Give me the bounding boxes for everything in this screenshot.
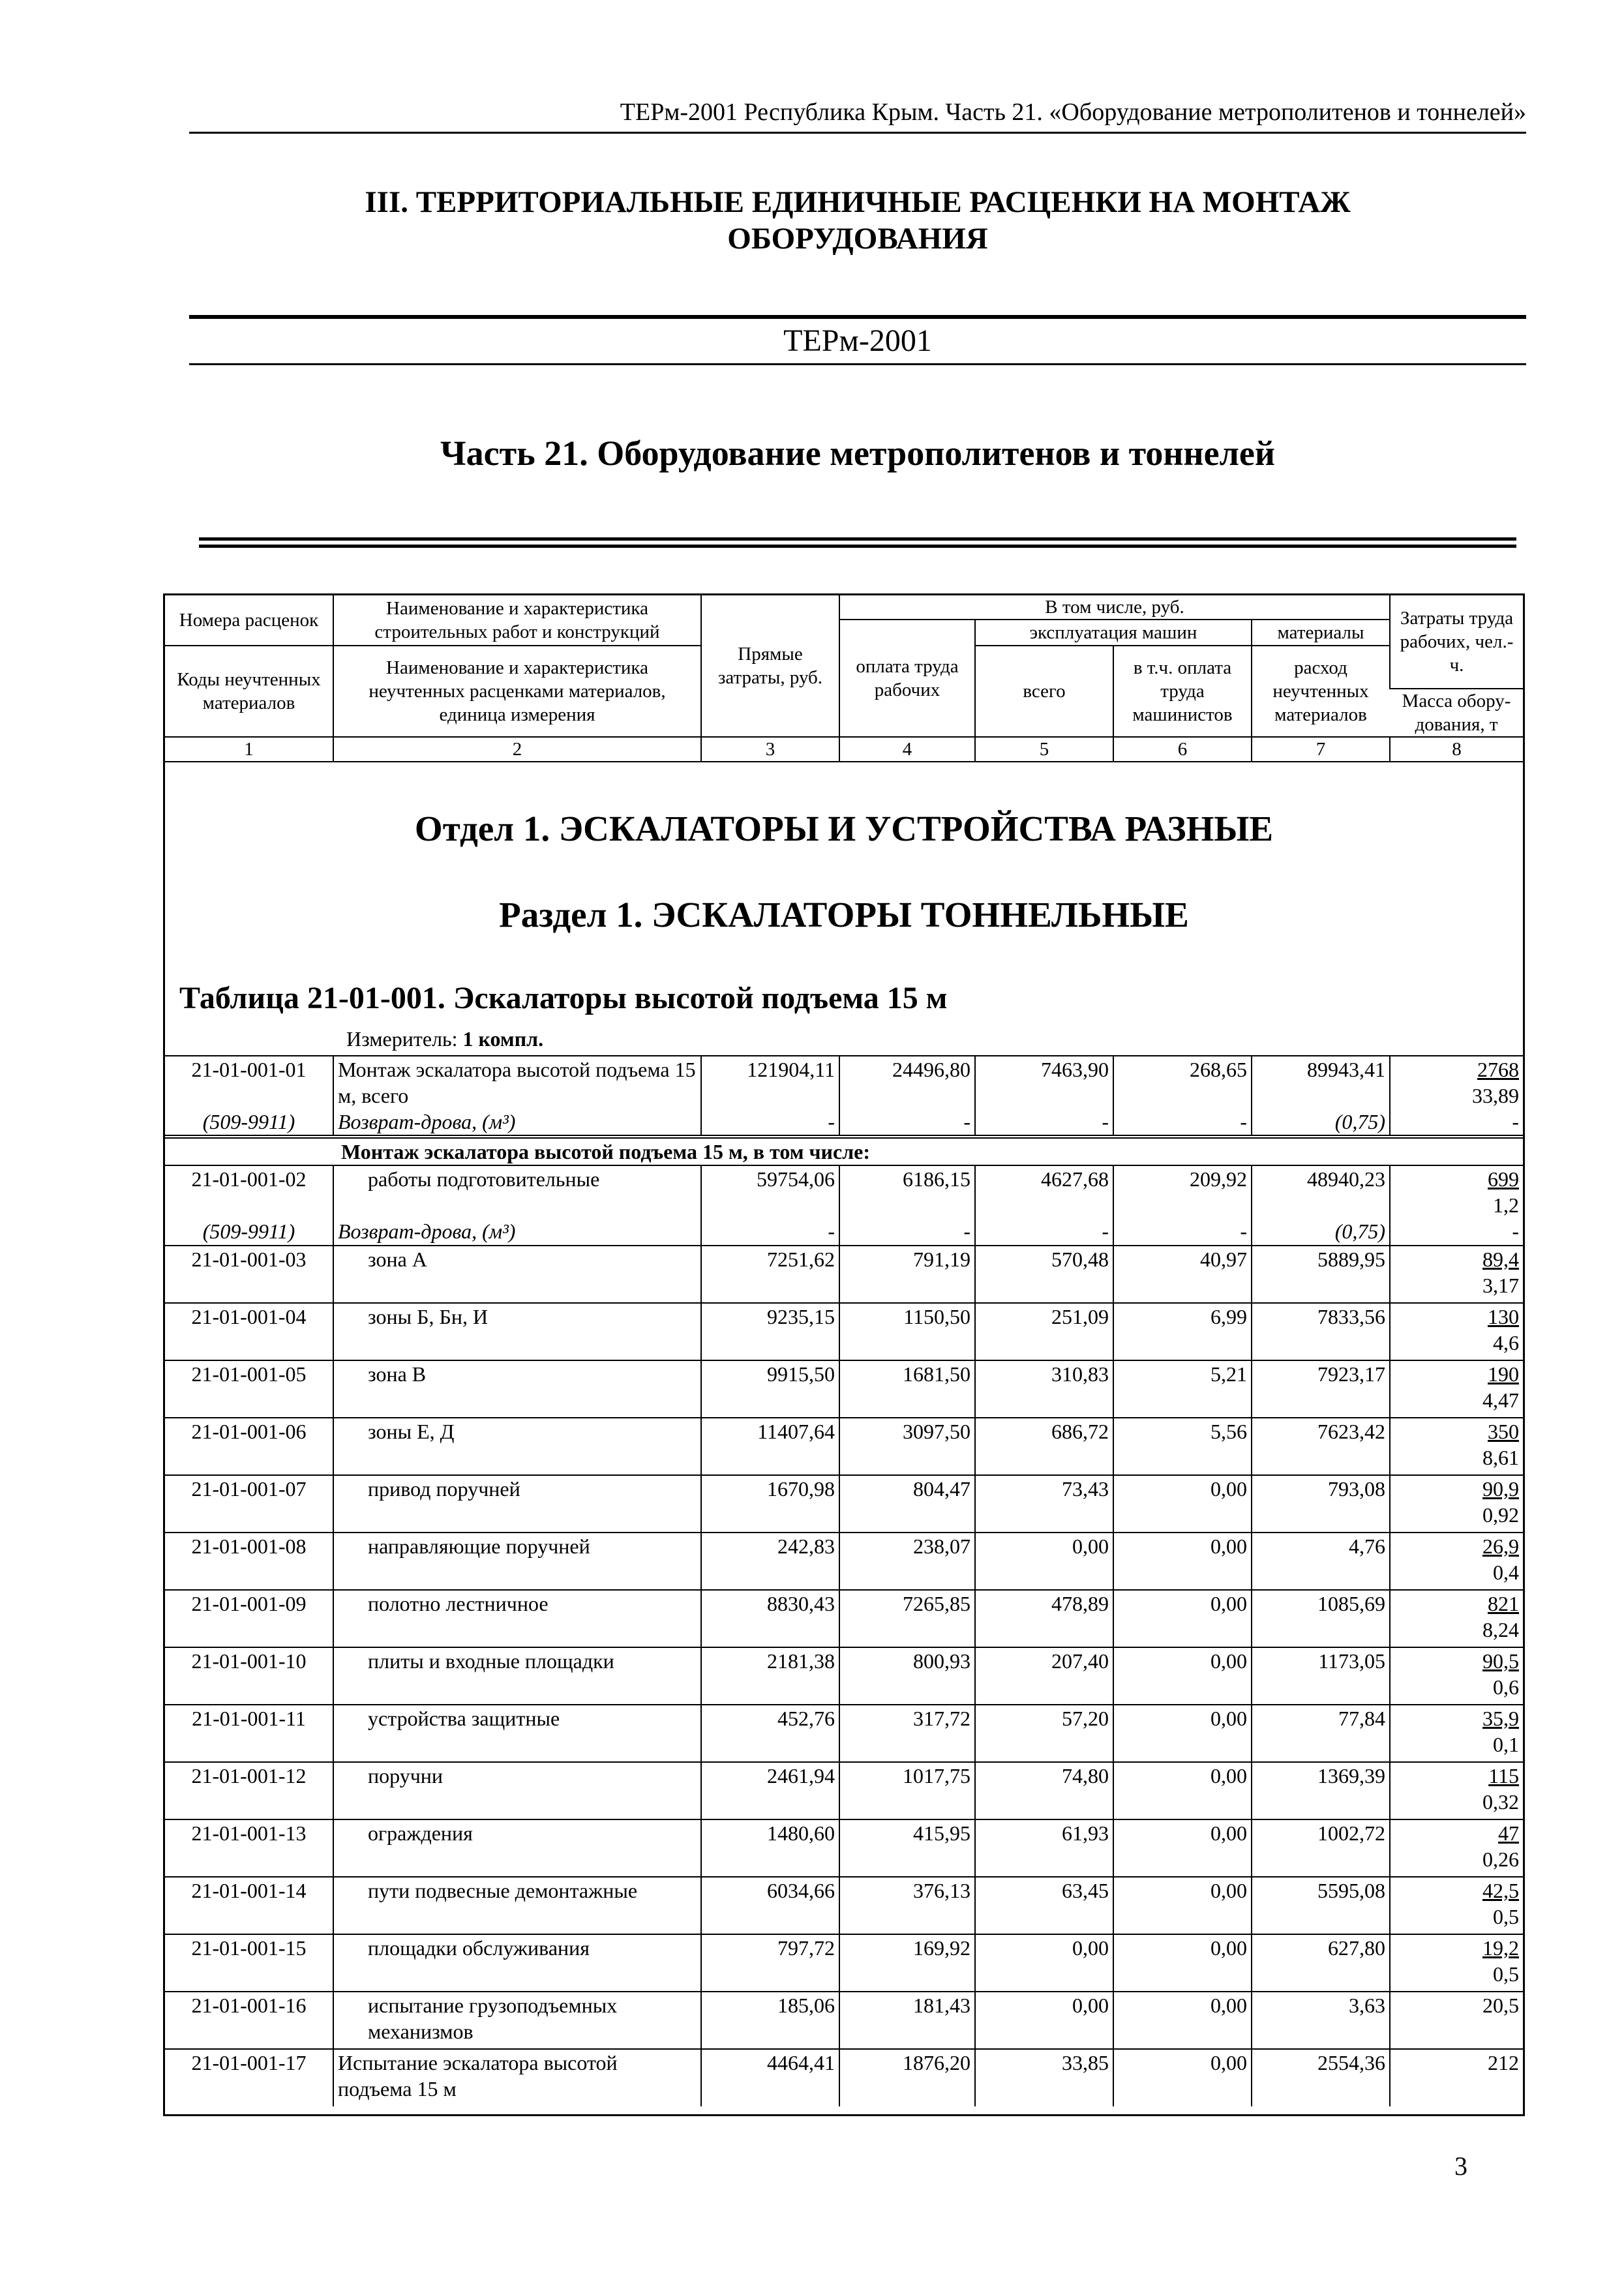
- row-direct: 1670,98: [701, 1475, 839, 1533]
- row-code: 21-01-001-13: [165, 1819, 333, 1877]
- header-num-5: 5: [975, 737, 1113, 762]
- row-name: Возврат-дрова, (м³): [333, 1218, 701, 1246]
- row-code: 21-01-001-12: [165, 1762, 333, 1819]
- row-machine-labor: 209,92: [1113, 1165, 1252, 1218]
- row-materials: 1085,69: [1252, 1590, 1390, 1647]
- row-code: 21-01-001-06: [165, 1418, 333, 1475]
- row-mass: 4,47: [1482, 1388, 1519, 1412]
- row-hours: 35,9: [1482, 1707, 1519, 1730]
- row-labor: 1017,75: [839, 1762, 975, 1819]
- section-title: [189, 184, 1526, 257]
- row-labor: -: [839, 1109, 975, 1137]
- row-machine-labor: 5,21: [1113, 1360, 1252, 1418]
- row-hours: -: [1390, 1109, 1523, 1137]
- row-hours-mass: [1390, 1762, 1523, 1819]
- row-hours: 20,5: [1390, 1992, 1523, 2049]
- row-labor: 24496,80: [839, 1056, 975, 1109]
- band-row: [165, 1137, 1523, 1165]
- meter-label: Измеритель:: [346, 1027, 458, 1051]
- header-num-2: 2: [333, 737, 701, 762]
- running-head: ТЕРм-2001 Республика Крым. Часть 21. «Оборудование метрополитенов и тоннелей»: [620, 98, 1526, 126]
- row-labor: 804,47: [839, 1475, 975, 1533]
- table-row: [165, 1590, 1523, 1647]
- table-row: [165, 1705, 1523, 1762]
- row-direct: 2181,38: [701, 1647, 839, 1705]
- row-materials: 1173,05: [1252, 1647, 1390, 1705]
- row-direct: 1480,60: [701, 1819, 839, 1877]
- table-row: [165, 1533, 1523, 1590]
- table-row: [165, 1418, 1523, 1475]
- table-row: [165, 1877, 1523, 1934]
- row-machine-labor: 0,00: [1113, 1992, 1252, 2049]
- row-labor: -: [839, 1218, 975, 1246]
- row-hours-mass: [1390, 1705, 1523, 1762]
- row-hours: 350: [1488, 1420, 1519, 1443]
- table-title: Таблица 21-01-001. Эскалаторы высотой подъема 15 м: [179, 981, 948, 1015]
- row-hours: 130: [1488, 1305, 1519, 1328]
- header-materials-label: материалы: [1252, 620, 1390, 646]
- row-code: 21-01-001-16: [165, 1992, 333, 2049]
- row-machine-labor: -: [1113, 1218, 1252, 1246]
- row-name: испытание грузоподъемных механизмов: [333, 1992, 701, 2049]
- row-machine-labor: 0,00: [1113, 1819, 1252, 1877]
- row-name: зоны Е, Д: [333, 1418, 701, 1475]
- row-labor: 6186,15: [839, 1165, 975, 1218]
- row-code: 21-01-001-15: [165, 1934, 333, 1992]
- row-direct: 8830,43: [701, 1590, 839, 1647]
- table-row: [165, 1992, 1523, 2049]
- table-header: [165, 595, 1523, 762]
- row-machine-labor: 0,00: [1113, 1762, 1252, 1819]
- row-materials: 7833,56: [1252, 1303, 1390, 1360]
- row-machines: -: [975, 1218, 1113, 1246]
- row-labor: 181,43: [839, 1992, 975, 2049]
- row-direct: 9915,50: [701, 1360, 839, 1418]
- row-hours: 2768: [1477, 1058, 1519, 1081]
- row-machines: 74,80: [975, 1762, 1113, 1819]
- header-num-8: 8: [1390, 737, 1523, 762]
- row-mass: 1,2: [1493, 1193, 1519, 1217]
- table-row: [165, 2049, 1523, 2106]
- row-name: Возврат-дрова, (м³): [333, 1109, 701, 1137]
- table-row: [165, 1475, 1523, 1533]
- table-row: [165, 1246, 1523, 1303]
- row-hours: 90,5: [1482, 1649, 1519, 1673]
- header-col2-top: Наименование и характеристика строительных работ и конструкций: [333, 595, 701, 646]
- row-machines: 4627,68: [975, 1165, 1113, 1218]
- department-title: Отдел 1. ЭСКАЛАТОРЫ И УСТРОЙСТВА РАЗНЫЕ: [414, 809, 1274, 848]
- row-hours: 89,4: [1482, 1248, 1519, 1271]
- header-num-1: 1: [165, 737, 333, 762]
- standard-rule-bottom: [189, 363, 1526, 365]
- row-direct: 2461,94: [701, 1762, 839, 1819]
- header-col3: Прямые затраты, руб.: [701, 595, 839, 737]
- table-row: [165, 1819, 1523, 1877]
- header-col1-top: Номера расценок: [165, 595, 333, 646]
- row-hours: 190: [1488, 1362, 1519, 1386]
- row-code: 21-01-001-11: [165, 1705, 333, 1762]
- meter-line: [346, 1026, 543, 1052]
- page-number: 3: [1454, 2151, 1467, 2181]
- row-labor: 317,72: [839, 1705, 975, 1762]
- table-row: [165, 1165, 1523, 1218]
- row-direct: 4464,41: [701, 2049, 839, 2106]
- header-num-7: 7: [1252, 737, 1390, 762]
- header-col6: в т.ч. оплата труда машинистов: [1113, 646, 1252, 737]
- header-col5: всего: [975, 646, 1113, 737]
- row-machine-labor: 5,56: [1113, 1418, 1252, 1475]
- double-rule: [199, 537, 1516, 548]
- header-col7: расход неучтенных материалов: [1252, 646, 1390, 737]
- row-machines: 73,43: [975, 1475, 1113, 1533]
- table-row: [165, 1934, 1523, 1992]
- section-title-line-1: III. ТЕРРИТОРИАЛЬНЫЕ ЕДИНИЧНЫЕ РАСЦЕНКИ НА МОНТАЖ: [365, 185, 1351, 219]
- row-name: Испытание эскалатора высотой подъема 15 м: [333, 2049, 701, 2106]
- row-mass: 8,24: [1482, 1618, 1519, 1641]
- row-materials: 89943,41: [1252, 1056, 1390, 1109]
- row-machines: 686,72: [975, 1418, 1113, 1475]
- row-name: плиты и входные площадки: [333, 1647, 701, 1705]
- row-name: ограждения: [333, 1819, 701, 1877]
- row-hours-mass: [1390, 1647, 1523, 1705]
- row-labor: 1681,50: [839, 1360, 975, 1418]
- table-row: [165, 1109, 1523, 1137]
- subsection-title: Раздел 1. ЭСКАЛАТОРЫ ТОННЕЛЬНЫЕ: [499, 895, 1189, 935]
- row-hours: 90,9: [1482, 1477, 1519, 1501]
- row-machines: 0,00: [975, 1992, 1113, 2049]
- header-group-label: В том числе, руб.: [839, 595, 1390, 620]
- meter-value: 1 компл.: [462, 1027, 544, 1051]
- row-direct: 59754,06: [701, 1165, 839, 1218]
- row-machine-labor: 0,00: [1113, 1934, 1252, 1992]
- row-code: 21-01-001-17: [165, 2049, 333, 2106]
- header-num-3: 3: [701, 737, 839, 762]
- row-name: привод поручней: [333, 1475, 701, 1533]
- row-hours: 26,9: [1482, 1534, 1519, 1558]
- row-hours: -: [1390, 1218, 1523, 1246]
- row-materials: 1002,72: [1252, 1819, 1390, 1877]
- table-row: [165, 1360, 1523, 1418]
- header-rule: [189, 132, 1526, 134]
- row-code: 21-01-001-05: [165, 1360, 333, 1418]
- row-labor: 791,19: [839, 1246, 975, 1303]
- row-direct: 11407,64: [701, 1418, 839, 1475]
- row-materials: 4,76: [1252, 1533, 1390, 1590]
- row-code: 21-01-001-07: [165, 1475, 333, 1533]
- row-mass: 0,26: [1482, 1848, 1519, 1871]
- row-materials: 1369,39: [1252, 1762, 1390, 1819]
- row-hours-mass: [1390, 1418, 1523, 1475]
- row-machine-labor: 0,00: [1113, 1475, 1252, 1533]
- row-code: 21-01-001-02: [165, 1165, 333, 1218]
- row-hours: 699: [1488, 1167, 1519, 1191]
- row-labor: 169,92: [839, 1934, 975, 1992]
- row-mass: 33,89: [1472, 1084, 1519, 1107]
- row-machines: 0,00: [975, 1533, 1113, 1590]
- row-machine-labor: -: [1113, 1109, 1252, 1137]
- row-labor: 238,07: [839, 1533, 975, 1590]
- row-machine-labor: 40,97: [1113, 1246, 1252, 1303]
- row-name: Монтаж эскалатора высотой подъема 15 м, всего: [333, 1056, 701, 1109]
- row-machines: 33,85: [975, 2049, 1113, 2106]
- row-materials: 793,08: [1252, 1475, 1390, 1533]
- row-machines: 63,45: [975, 1877, 1113, 1934]
- row-hours-mass: [1390, 1934, 1523, 1992]
- row-machines: 478,89: [975, 1590, 1113, 1647]
- row-machine-labor: 0,00: [1113, 1647, 1252, 1705]
- row-hours: 19,2: [1482, 1936, 1519, 1960]
- row-machine-labor: 0,00: [1113, 1705, 1252, 1762]
- row-materials: (0,75): [1252, 1218, 1390, 1246]
- row-labor: 415,95: [839, 1819, 975, 1877]
- table-row: [165, 1647, 1523, 1705]
- row-machine-labor: 0,00: [1113, 1533, 1252, 1590]
- row-hours-mass: [1390, 1590, 1523, 1647]
- row-code: 21-01-001-10: [165, 1647, 333, 1705]
- rates-table: [163, 593, 1525, 2116]
- row-machine-labor: 0,00: [1113, 2049, 1252, 2106]
- row-machines: 570,48: [975, 1246, 1113, 1303]
- row-direct: 7251,62: [701, 1246, 839, 1303]
- row-name: работы подготовительные: [333, 1165, 701, 1218]
- header-col8-bottom: Масса обору-дования, т: [1390, 689, 1523, 737]
- row-hours-mass: [1390, 1877, 1523, 1934]
- row-hours: 212: [1390, 2049, 1523, 2106]
- row-hours-mass: [1390, 1165, 1523, 1218]
- row-direct: -: [701, 1218, 839, 1246]
- row-direct: 185,06: [701, 1992, 839, 2049]
- row-materials: (0,75): [1252, 1109, 1390, 1137]
- row-materials: 627,80: [1252, 1934, 1390, 1992]
- row-labor: 3097,50: [839, 1418, 975, 1475]
- row-hours-mass: [1390, 1303, 1523, 1360]
- row-code: 21-01-001-04: [165, 1303, 333, 1360]
- row-name: зона В: [333, 1360, 701, 1418]
- row-name: поручни: [333, 1762, 701, 1819]
- table-row: [165, 1303, 1523, 1360]
- row-machine-labor: 0,00: [1113, 1590, 1252, 1647]
- row-materials: 7623,42: [1252, 1418, 1390, 1475]
- row-machine-labor: 6,99: [1113, 1303, 1252, 1360]
- row-mass: 0,1: [1493, 1733, 1519, 1756]
- row-mass: 0,4: [1493, 1561, 1519, 1584]
- row-mass: 0,6: [1493, 1675, 1519, 1699]
- row-code: (509-9911): [165, 1218, 333, 1246]
- row-name: направляющие поручней: [333, 1533, 701, 1590]
- row-code: 21-01-001-03: [165, 1246, 333, 1303]
- header-col8-top: Затраты труда рабочих, чел.-ч.: [1390, 595, 1523, 689]
- row-mass: 0,5: [1493, 1962, 1519, 1986]
- row-materials: 2554,36: [1252, 2049, 1390, 2106]
- row-hours: 115: [1488, 1764, 1519, 1788]
- row-machines: 0,00: [975, 1934, 1113, 1992]
- header-num-4: 4: [839, 737, 975, 762]
- row-direct: -: [701, 1109, 839, 1137]
- row-code: (509-9911): [165, 1109, 333, 1137]
- row-materials: 3,63: [1252, 1992, 1390, 2049]
- row-machines: 207,40: [975, 1647, 1113, 1705]
- standard-name: ТЕРм-2001: [783, 323, 932, 358]
- header-col1-bottom: Коды неучтенных материалов: [165, 646, 333, 737]
- table-row: [165, 1762, 1523, 1819]
- row-mass: 0,5: [1493, 1905, 1519, 1928]
- row-machines: 251,09: [975, 1303, 1113, 1360]
- row-mass: 0,92: [1482, 1503, 1519, 1527]
- row-hours: 42,5: [1482, 1879, 1519, 1902]
- row-mass: 4,6: [1493, 1331, 1519, 1354]
- header-col2-bottom: Наименование и характеристика неучтенных расценками материалов, единица измерения: [333, 646, 701, 737]
- part-title: Часть 21. Оборудование метрополитенов и тоннелей: [440, 434, 1275, 473]
- row-code: 21-01-001-09: [165, 1590, 333, 1647]
- row-direct: 797,72: [701, 1934, 839, 1992]
- row-direct: 452,76: [701, 1705, 839, 1762]
- row-direct: 121904,11: [701, 1056, 839, 1109]
- row-mass: 0,32: [1482, 1790, 1519, 1814]
- row-direct: 9235,15: [701, 1303, 839, 1360]
- band-text: Монтаж эскалатора высотой подъема 15 м, в том числе:: [165, 1137, 1523, 1165]
- row-materials: 77,84: [1252, 1705, 1390, 1762]
- row-name: пути подвесные демонтажные: [333, 1877, 701, 1934]
- row-mass: 3,17: [1482, 1274, 1519, 1297]
- row-machines: 57,20: [975, 1705, 1113, 1762]
- row-machine-labor: 268,65: [1113, 1056, 1252, 1109]
- row-machines: 61,93: [975, 1819, 1113, 1877]
- row-machines: -: [975, 1109, 1113, 1137]
- row-labor: 7265,85: [839, 1590, 975, 1647]
- header-col4: оплата труда рабочих: [839, 620, 975, 737]
- row-hours: 821: [1488, 1592, 1519, 1615]
- row-labor: 800,93: [839, 1647, 975, 1705]
- row-machines: 310,83: [975, 1360, 1113, 1418]
- section-title-line-2: ОБОРУДОВАНИЯ: [727, 222, 988, 256]
- row-machines: 7463,90: [975, 1056, 1113, 1109]
- row-name: зоны Б, Бн, И: [333, 1303, 701, 1360]
- row-hours-mass: [1390, 1533, 1523, 1590]
- row-name: зона А: [333, 1246, 701, 1303]
- header-machines-label: эксплуатация машин: [975, 620, 1252, 646]
- row-hours-mass: [1390, 1819, 1523, 1877]
- rates-body: [165, 1055, 1523, 2106]
- row-code: 21-01-001-08: [165, 1533, 333, 1590]
- row-name: площадки обслуживания: [333, 1934, 701, 1992]
- row-materials: 48940,23: [1252, 1165, 1390, 1218]
- row-direct: 6034,66: [701, 1877, 839, 1934]
- row-materials: 5889,95: [1252, 1246, 1390, 1303]
- table-row: [165, 1056, 1523, 1109]
- row-materials: 7923,17: [1252, 1360, 1390, 1418]
- row-mass: 8,61: [1482, 1446, 1519, 1469]
- header-num-6: 6: [1113, 737, 1252, 762]
- row-labor: 1150,50: [839, 1303, 975, 1360]
- row-hours: 47: [1498, 1821, 1519, 1845]
- table-row: [165, 1218, 1523, 1246]
- row-materials: 5595,08: [1252, 1877, 1390, 1934]
- row-hours-mass: [1390, 1056, 1523, 1109]
- row-direct: 242,83: [701, 1533, 839, 1590]
- row-hours-mass: [1390, 1475, 1523, 1533]
- row-code: 21-01-001-01: [165, 1056, 333, 1109]
- row-machine-labor: 0,00: [1113, 1877, 1252, 1934]
- row-hours-mass: [1390, 1246, 1523, 1303]
- row-labor: 1876,20: [839, 2049, 975, 2106]
- row-labor: 376,13: [839, 1877, 975, 1934]
- row-code: 21-01-001-14: [165, 1877, 333, 1934]
- row-name: устройства защитные: [333, 1705, 701, 1762]
- row-name: полотно лестничное: [333, 1590, 701, 1647]
- row-hours-mass: [1390, 1360, 1523, 1418]
- standard-rule-top: [189, 315, 1526, 319]
